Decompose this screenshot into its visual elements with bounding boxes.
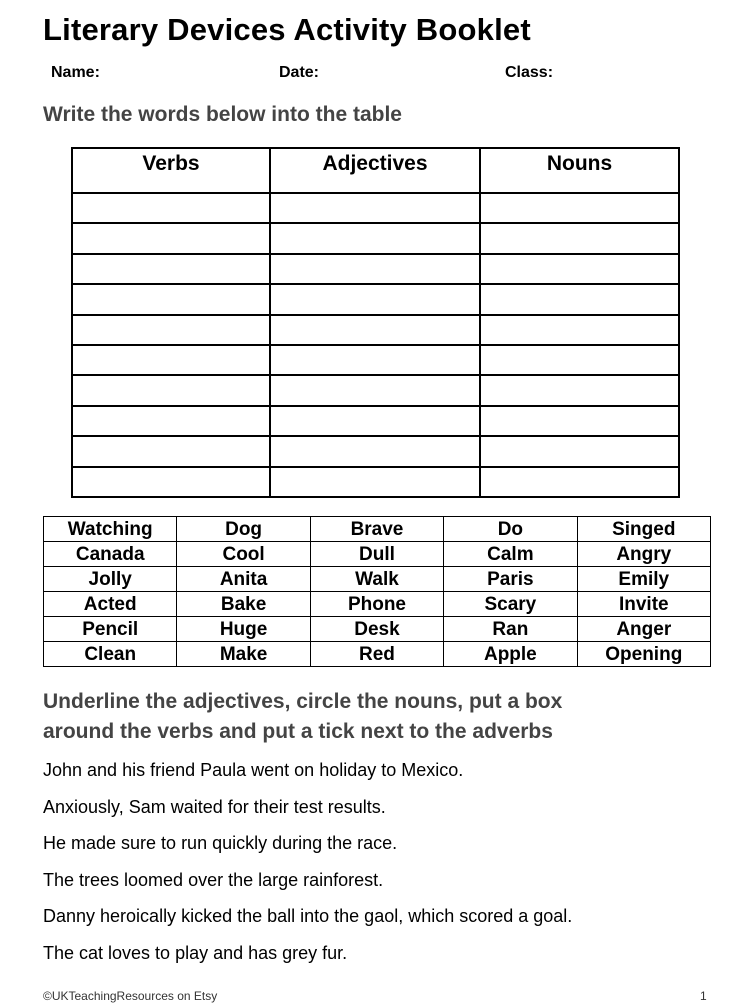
sorting-table-row	[72, 375, 679, 405]
footer-credit: ©UKTeachingResources on Etsy	[43, 989, 218, 1003]
sorting-table-cell[interactable]	[72, 436, 270, 466]
sorting-table-cell[interactable]	[270, 406, 480, 436]
section2-instruction-line1: Underline the adjectives, circle the nouns, put a box	[43, 690, 563, 713]
word-bank-cell: Walk	[310, 567, 443, 592]
sorting-table-cell[interactable]	[72, 375, 270, 405]
sorting-table-cell[interactable]	[270, 254, 480, 284]
section1-instruction: Write the words below into the table	[43, 103, 402, 126]
sorting-table-cell[interactable]	[72, 315, 270, 345]
sorting-table-cell[interactable]	[480, 193, 679, 223]
word-bank-cell: Scary	[444, 592, 577, 617]
sorting-table-row	[72, 223, 679, 253]
sentence-item: Danny heroically kicked the ball into the gaol, which scored a goal.	[43, 906, 573, 926]
sorting-table-cell[interactable]	[480, 254, 679, 284]
name-label: Name:	[51, 64, 100, 81]
word-bank-cell: Cool	[177, 542, 310, 567]
sorting-table-row	[72, 284, 679, 314]
word-bank-row	[44, 567, 711, 592]
column-header-adjectives: Adjectives	[270, 148, 480, 193]
sorting-table-cell[interactable]	[72, 223, 270, 253]
sentence-list	[43, 756, 572, 975]
sorting-table-cell[interactable]	[72, 254, 270, 284]
word-bank-cell: Clean	[44, 642, 177, 667]
word-bank-table	[43, 516, 711, 667]
word-bank-cell: Watching	[44, 517, 177, 542]
word-bank-cell: Calm	[444, 542, 577, 567]
sorting-table-cell[interactable]	[480, 284, 679, 314]
word-bank-row	[44, 617, 711, 642]
sorting-table-cell[interactable]	[270, 345, 480, 375]
word-bank-cell: Acted	[44, 592, 177, 617]
sorting-table-row	[72, 406, 679, 436]
sorting-table-cell[interactable]	[270, 436, 480, 466]
sorting-table-cell[interactable]	[270, 375, 480, 405]
sorting-table-header-row	[72, 148, 679, 193]
sorting-table-cell[interactable]	[72, 467, 270, 497]
sorting-table-row	[72, 254, 679, 284]
sorting-table-row	[72, 315, 679, 345]
word-bank-cell: Dull	[310, 542, 443, 567]
word-bank-row	[44, 542, 711, 567]
sentence-item: The cat loves to play and has grey fur.	[43, 942, 348, 963]
sorting-table-cell[interactable]	[270, 284, 480, 314]
sorting-table-cell[interactable]	[480, 406, 679, 436]
sorting-table-cell[interactable]	[72, 345, 270, 375]
sorting-table-cell[interactable]	[72, 193, 270, 223]
sorting-table-cell[interactable]	[270, 193, 480, 223]
sorting-table-cell[interactable]	[480, 436, 679, 466]
sentence-item: He made sure to run quickly during the race.	[43, 833, 398, 853]
word-bank-body	[44, 517, 711, 667]
section2-instruction-line2: around the verbs and put a tick next to the adverbs	[43, 720, 553, 743]
column-header-verbs: Verbs	[72, 148, 270, 193]
word-bank-cell: Canada	[44, 542, 177, 567]
word-bank-cell: Jolly	[44, 567, 177, 592]
word-bank-cell: Make	[177, 642, 310, 667]
word-bank-cell: Emily	[577, 567, 710, 592]
date-label: Date:	[279, 64, 320, 81]
word-bank-row	[44, 592, 711, 617]
word-bank-cell: Dog	[177, 517, 310, 542]
sorting-table	[71, 147, 680, 498]
word-bank-cell: Angry	[577, 542, 710, 567]
word-bank-cell: Brave	[310, 517, 443, 542]
word-bank-cell: Anita	[177, 567, 310, 592]
sorting-table-body	[72, 193, 679, 497]
word-bank-cell: Apple	[444, 642, 577, 667]
booklet-title: Literary Devices Activity Booklet	[43, 12, 531, 47]
sentence-item: Anxiously, Sam waited for their test results.	[43, 796, 386, 817]
word-bank-cell: Pencil	[44, 617, 177, 642]
sentence-item: The trees loomed over the large rainforest.	[43, 869, 384, 890]
class-label: Class:	[505, 64, 554, 81]
word-bank-cell: Phone	[310, 592, 443, 617]
word-bank-cell: Paris	[444, 567, 577, 592]
sorting-table-cell[interactable]	[270, 315, 480, 345]
sorting-table-cell[interactable]	[72, 406, 270, 436]
sorting-table-cell[interactable]	[480, 223, 679, 253]
word-bank-cell: Opening	[577, 642, 710, 667]
word-bank-cell: Singed	[577, 517, 710, 542]
word-bank-cell: Anger	[577, 617, 710, 642]
word-bank-cell: Do	[444, 517, 577, 542]
page-number: 1	[700, 989, 707, 1003]
sorting-table-cell[interactable]	[480, 467, 679, 497]
word-bank-cell: Bake	[177, 592, 310, 617]
sorting-table-cell[interactable]	[480, 375, 679, 405]
sorting-table-row	[72, 193, 679, 223]
sorting-table-row	[72, 467, 679, 497]
word-bank-row	[44, 642, 711, 667]
sorting-table-cell[interactable]	[270, 467, 480, 497]
word-bank-cell: Invite	[577, 592, 710, 617]
sentence-item: John and his friend Paula went on holiday to Mexico.	[43, 760, 464, 780]
sorting-table-cell[interactable]	[270, 223, 480, 253]
sorting-table-cell[interactable]	[72, 284, 270, 314]
word-bank-cell: Ran	[444, 617, 577, 642]
sorting-table-row	[72, 436, 679, 466]
word-bank-cell: Desk	[310, 617, 443, 642]
word-bank-cell: Huge	[177, 617, 310, 642]
sorting-table-row	[72, 345, 679, 375]
sorting-table-cell[interactable]	[480, 345, 679, 375]
sorting-table-cell[interactable]	[480, 315, 679, 345]
word-bank-cell: Red	[310, 642, 443, 667]
word-bank-row	[44, 517, 711, 542]
column-header-nouns: Nouns	[480, 148, 679, 193]
